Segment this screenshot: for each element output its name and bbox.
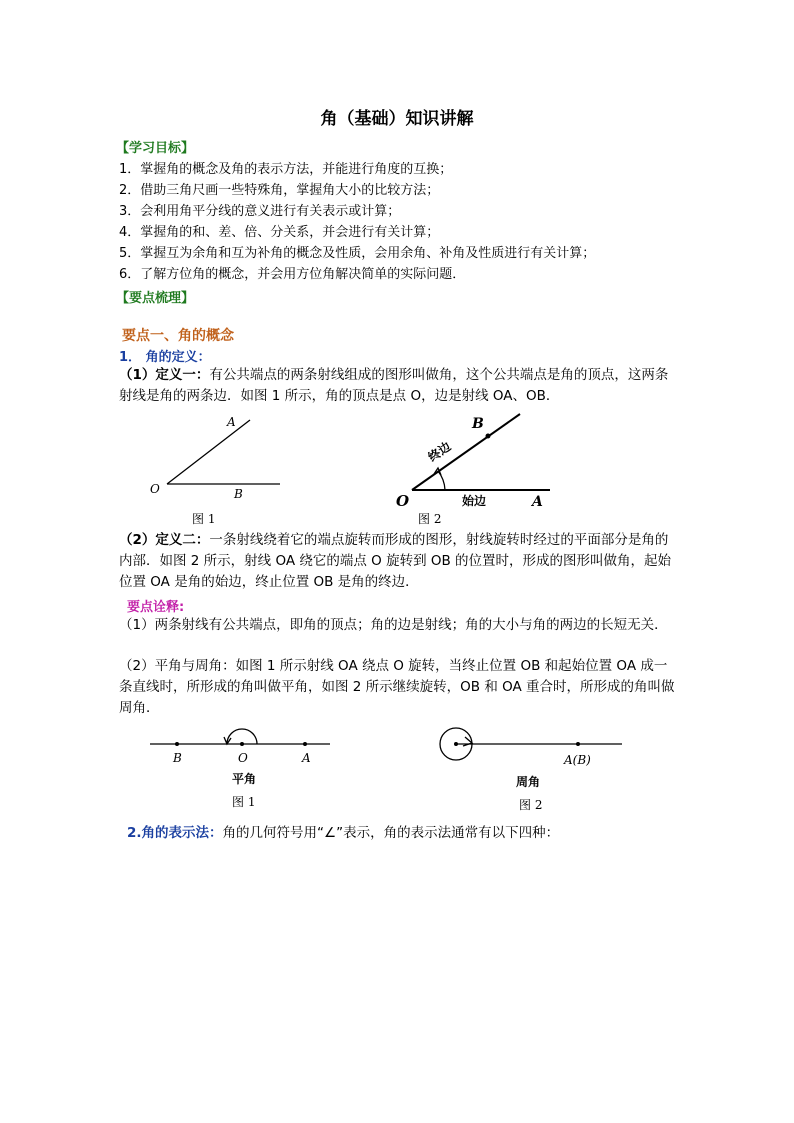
rotation-arc [438,471,445,490]
page-title: 角（基础）知识讲解 [320,109,474,129]
figure-4-caption: 图 2 [519,798,543,812]
straight-angle-name: 平角 [232,772,257,786]
terminal-side-label: 终边 [425,439,454,465]
definition-one-text: 有公共端点的两条射线组成的图形叫做角，这个公共端点是角的顶点，这两条射线是角的两条边．如图 1 所示，角的顶点是点 O，边是射线 OA、OB． [119,367,669,404]
objective-item: 4．掌握角的和、差、倍、分关系，并会进行有关计算； [119,225,440,240]
label-o: O [238,751,248,765]
label-a: A [227,415,236,429]
label-a: A [532,494,543,510]
label-o: O [396,492,410,510]
figure-3-caption: 图 1 [232,795,256,809]
label-b: B [234,487,243,500]
straight-angle-arc [227,729,257,744]
definition-two-text: 一条射线绕着它的端点旋转而形成的图形，射线旋转时经过的平面部分是角的内部．如图 2 所示，射线 OA 绕它的端点 O 旋转到 OB 的位置时，形成的图形叫做角，起始位置 OA 是角的始边，终止位置 OB 是角的终边． [119,532,672,590]
initial-side-label: 始边 [462,494,487,508]
label-a: A [302,751,311,765]
objective-item: 5．掌握互为余角和互为补角的概念及性质，会用余角、补角及性质进行有关计算； [119,246,596,261]
label-b: B [472,416,484,432]
definition-header: 1． 角的定义： [119,350,211,365]
objectives-header: 【学习目标】 [116,141,195,156]
point-a [303,742,307,746]
definition-one [119,365,679,407]
note-header: 要点诠释: [127,600,185,615]
label-ab: A(B) [564,753,591,767]
definition-one-label: （1）定义一： [119,367,210,383]
round-angle-name: 周角 [516,775,541,789]
point-a-b [576,742,580,746]
objective-item: 3．会利用角平分线的意义进行有关表示或计算； [119,204,401,219]
note-two: （2）平角与周角：如图 1 所示射线 OA 绕点 O 旋转，当终止位置 OB 和起始位置 OA 成一条直线时，所形成的角叫做平角，如图 2 所示继续旋转，OB 和 OA 重合时，所形成的角叫做周角． [119,658,675,716]
ray-oa [167,420,250,484]
straight-angle-figure [145,722,335,772]
representation-label: 2.角的表示法： [127,825,223,841]
label-b: B [173,751,182,765]
figure-1-caption: 图 1 [192,512,216,526]
objective-item: 6．了解方位角的概念，并会用方位角解决简单的实际问题． [119,267,466,282]
objective-item: 1．掌握角的概念及角的表示方法，并能进行角度的互换； [119,162,453,177]
definition-two [119,530,679,593]
label-o: O [150,482,160,496]
angle-figure-1 [140,410,300,500]
figure-2-caption: 图 2 [418,512,442,526]
keypoints-header: 【要点梳理】 [116,291,195,306]
point-b [175,742,179,746]
objective-item: 2．借助三角尺画一些特殊角，掌握角大小的比较方法； [119,183,440,198]
point-o [454,742,458,746]
point-o [240,742,244,746]
note-one: （1）两条射线有公共端点，即角的顶点；角的边是射线；角的大小与角的两边的长短无关． [119,617,668,633]
representation-text: 角的几何符号用“∠”表示，角的表示法通常有以下四种： [222,825,560,841]
representation-line [127,823,687,844]
angle-figure-2 [390,410,560,510]
round-angle-figure [432,722,632,777]
point-b [486,434,491,439]
definition-two-label: （2）定义二： [119,532,210,548]
section-title: 要点一、角的概念 [122,328,234,344]
